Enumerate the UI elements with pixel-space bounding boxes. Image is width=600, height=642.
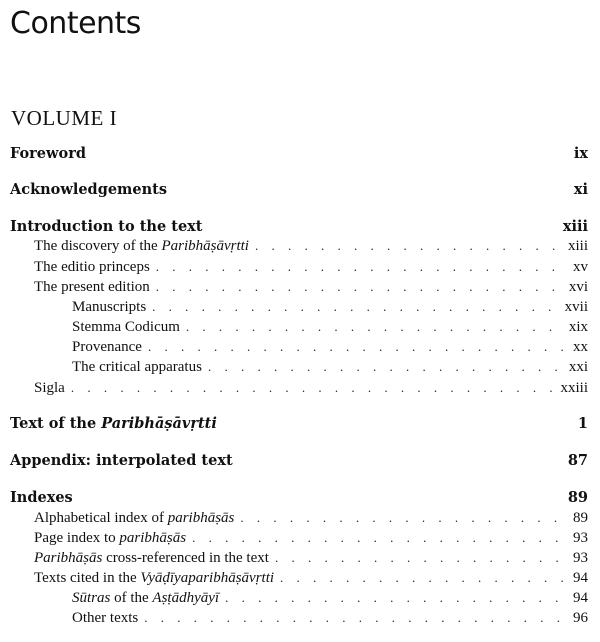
toc-entry-sutras[interactable]	[10, 590, 588, 610]
dot-leader	[71, 380, 555, 396]
toc-entry-appendix[interactable]	[10, 452, 588, 472]
toc-entry-label: Appendix: interpolated text	[10, 452, 233, 469]
toc-entry-indexes[interactable]	[10, 489, 588, 509]
dot-leader	[280, 570, 567, 586]
toc-entry-provenance[interactable]	[10, 339, 588, 359]
toc-entry-label: The discovery of the Paribhāṣāvṛtti	[34, 238, 249, 254]
toc-entry-critical-apparatus[interactable]	[10, 359, 588, 379]
toc-entry-label: Text of the Paribhāṣāvṛtti	[10, 415, 217, 432]
dot-leader	[240, 510, 567, 526]
toc-entry-foreword[interactable]	[10, 145, 588, 165]
toc-entry-label: Introduction to the text	[10, 218, 203, 235]
toc-entry-page: xix	[568, 319, 588, 335]
toc-entry-discovery[interactable]	[10, 238, 588, 258]
volume-heading: VOLUME I	[11, 106, 118, 130]
toc-entry-page: xiii	[562, 218, 588, 235]
dot-leader	[255, 238, 562, 254]
toc-entry-label: Page index to paribhāṣās	[34, 530, 187, 546]
toc-entry-page: xvii	[564, 299, 588, 315]
toc-entry-label: Manuscripts	[72, 299, 147, 315]
toc-entry-text[interactable]	[10, 415, 588, 435]
toc-entry-label: Indexes	[10, 489, 73, 506]
dot-leader	[148, 339, 567, 355]
toc-entry-label: Acknowledgements	[10, 181, 168, 198]
toc-entry-label: Texts cited in the Vyāḍīyaparibhāṣāvṛtti	[34, 570, 275, 586]
toc-entry-label: Sūtras of the Aṣṭādhyāyī	[72, 590, 220, 606]
dot-leader	[152, 299, 558, 315]
toc-entry-page: xxi	[568, 359, 588, 375]
toc-entry-acknowledgements[interactable]	[10, 181, 588, 201]
dot-leader	[225, 590, 567, 606]
toc-entry-other-texts[interactable]	[10, 610, 588, 630]
toc-entry-page: 96	[573, 610, 588, 626]
toc-entry-introduction[interactable]	[10, 218, 588, 238]
toc-entry-label: Foreword	[10, 145, 86, 162]
toc-entry-label: Sigla	[34, 380, 65, 396]
toc-entry-page: 94	[573, 590, 588, 606]
dot-leader	[156, 279, 563, 295]
toc-entry-label: Other texts	[72, 610, 139, 626]
toc-entry-alphabetical-index[interactable]	[10, 510, 588, 530]
page-title: Contents	[10, 6, 141, 41]
toc-entry-stemma-codicum[interactable]	[10, 319, 588, 339]
toc-entry-texts-cited[interactable]	[10, 570, 588, 590]
toc-entry-page: xv	[573, 259, 588, 275]
dot-leader	[186, 319, 563, 335]
toc-entry-manuscripts[interactable]	[10, 299, 588, 319]
toc-entry-page: xvi	[568, 279, 588, 295]
toc-entry-page: 93	[573, 550, 588, 566]
toc-entry-page: xx	[573, 339, 588, 355]
toc-entry-page: 87	[567, 452, 588, 469]
toc-entry-label: Stemma Codicum	[72, 319, 180, 335]
dot-leader	[192, 530, 567, 546]
dot-leader	[208, 359, 563, 375]
toc-entry-cross-referenced[interactable]	[10, 550, 588, 570]
toc-entry-label: The present edition	[34, 279, 150, 295]
dot-leader	[156, 259, 567, 275]
toc-entry-page: 89	[567, 489, 588, 506]
toc-entry-label: The editio princeps	[34, 259, 150, 275]
toc-entry-label: Provenance	[72, 339, 142, 355]
toc-entry-page-index[interactable]	[10, 530, 588, 550]
toc-entry-page: xxiii	[560, 380, 588, 396]
toc-entry-page: ix	[573, 145, 588, 162]
toc-entry-label: Paribhāṣās cross-referenced in the text	[34, 550, 269, 566]
toc-entry-page: 1	[577, 415, 588, 432]
toc-entry-page: 89	[573, 510, 588, 526]
toc-entry-sigla[interactable]	[10, 380, 588, 400]
dot-leader	[144, 610, 567, 626]
dot-leader	[275, 550, 567, 566]
toc-entry-page: 93	[573, 530, 588, 546]
toc-entry-editio-princeps[interactable]	[10, 259, 588, 279]
toc-entry-page: 94	[573, 570, 588, 586]
toc-entry-label: The critical apparatus	[72, 359, 202, 375]
toc-entry-page: xiii	[567, 238, 588, 254]
toc-entry-page: xi	[573, 181, 588, 198]
toc-entry-label: Alphabetical index of paribhāṣās	[34, 510, 235, 526]
toc-entry-present-edition[interactable]	[10, 279, 588, 299]
